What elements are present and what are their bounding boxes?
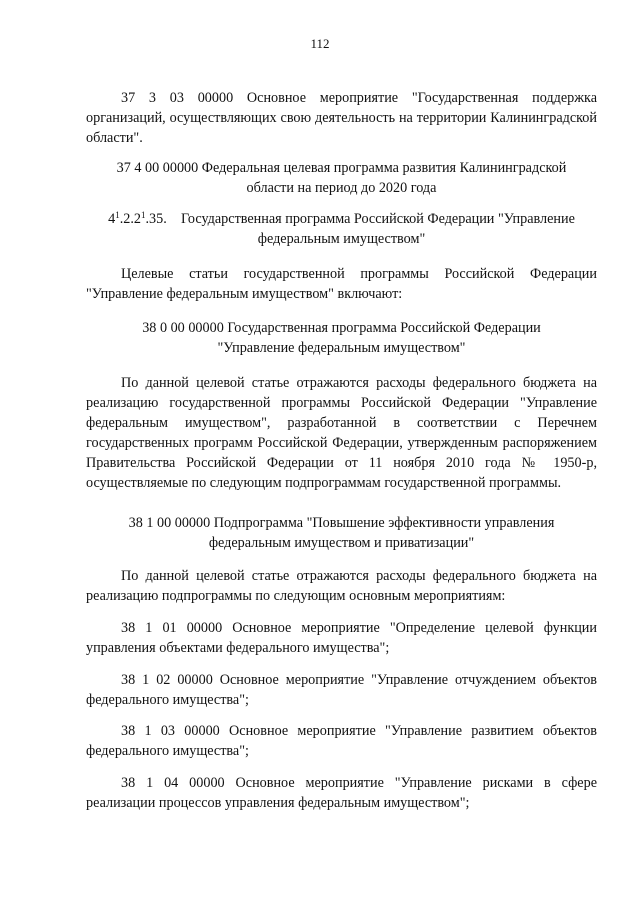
- heading-37-4-00: [86, 158, 597, 198]
- paragraph-38-1-description: По данной целевой статье отражаются расходы федерального бюджета на реализацию подпрограммы по следующим основным мероприятиям:: [86, 568, 597, 604]
- paragraph-38-1-04: 38 1 04 00000 Основное мероприятие "Управление рисками в сфере реализации процессов управления федеральным имуществом";: [86, 775, 597, 811]
- section-number: $4^1.2.2^1.35$.: [108, 210, 167, 227]
- heading-38-1-00: [86, 513, 597, 553]
- paragraph-38-1-01: 38 1 01 00000 Основное мероприятие "Определение целевой функции управления объектами федерального имущества";: [86, 620, 597, 656]
- paragraph-37-3-03: 37 3 03 00000 Основное мероприятие "Государственная поддержка организаций, осуществляющих свою деятельность на территории Калининградской области".: [86, 90, 597, 146]
- section-title-line: Государственная программа Российской Федерации "Управление: [180, 211, 575, 227]
- section-title-line: федеральным имуществом": [257, 231, 426, 247]
- paragraph-38-1-03: 38 1 03 00000 Основное мероприятие "Управление развитием объектов федерального имущества";: [86, 723, 597, 759]
- paragraph-38-1-02: 38 1 02 00000 Основное мероприятие "Управление отчуждением объектов федерального имущества";: [86, 672, 597, 708]
- heading-line: федеральным имуществом и приватизации": [208, 535, 475, 551]
- page-number: 112: [310, 36, 330, 51]
- heading-line: области на период до 2020 года: [246, 180, 437, 196]
- heading-line: "Управление федеральным имуществом": [217, 340, 466, 356]
- paragraph-38-0-description: По данной целевой статье отражаются расходы федерального бюджета на реализацию государственной программы Российской Федерации "Управление федеральным имуществом", разработанной в соответствии с Перечнем государственных программ Российской Федерации, утвержденным распоряжением Правительства Российской Федерации от 11 ноября 2010 года № 1950-р, осуществляемые по следующим подпрограммам государственной программы.: [86, 375, 597, 491]
- paragraph-target-articles: Целевые статьи государственной программы Российской Федерации "Управление федеральным имуществом" включают:: [86, 266, 597, 302]
- heading-line: 38 1 00 00000 Подпрограмма "Повышение эффективности управления: [128, 515, 555, 531]
- section-heading-4-2-2-35: [86, 209, 597, 249]
- heading-line: 38 0 00 00000 Государственная программа Российской Федерации: [142, 320, 541, 336]
- heading-38-0-00: [86, 318, 597, 358]
- heading-line: 37 4 00 00000 Федеральная целевая программа развития Калининградской: [116, 160, 567, 176]
